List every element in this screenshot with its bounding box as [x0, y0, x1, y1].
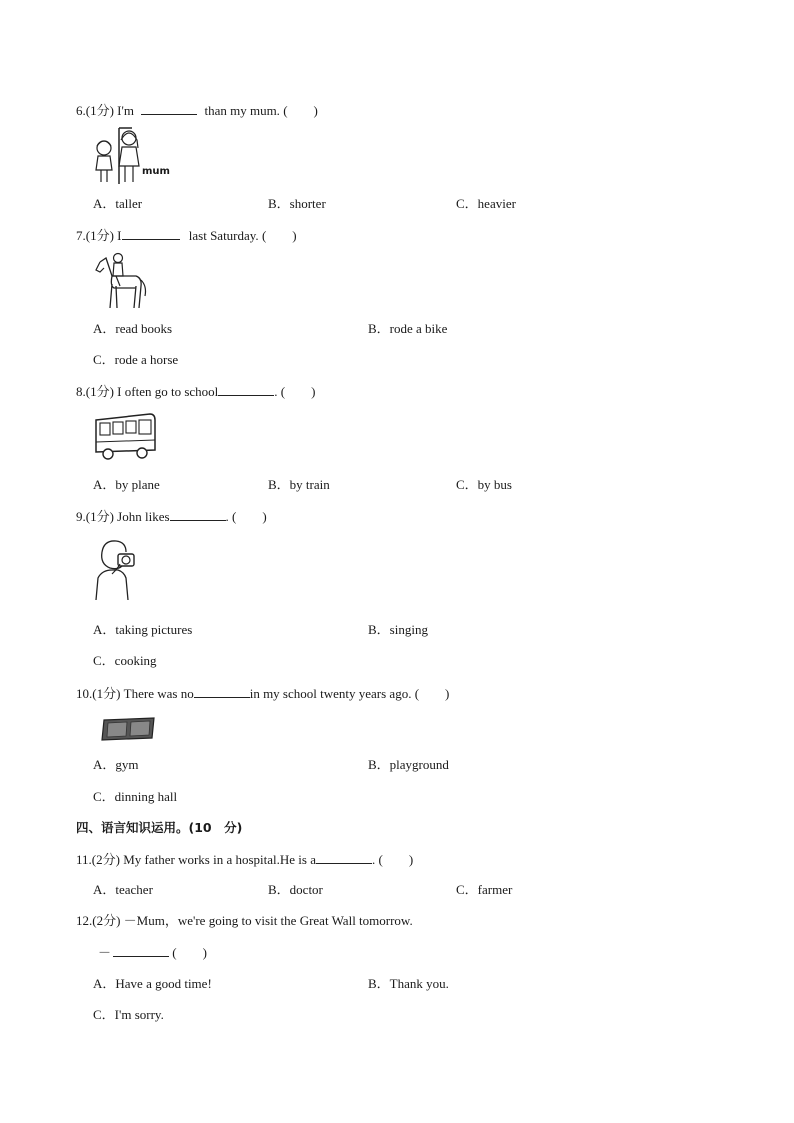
- option-b[interactable]: B．singing: [368, 622, 428, 637]
- answer-blank: [316, 851, 372, 864]
- answer-blank: [218, 383, 274, 396]
- girl-and-mum-height-icon: [92, 126, 182, 186]
- option-b[interactable]: B．by train: [268, 477, 330, 492]
- table-tennis-table-icon: [100, 716, 158, 742]
- option-a[interactable]: A．taking pictures: [93, 622, 193, 637]
- question-6: [76, 102, 318, 119]
- question-text: .: [274, 384, 278, 399]
- option-c[interactable]: C．by bus: [456, 477, 512, 492]
- answer-paren: ( ): [261, 228, 297, 243]
- option-b[interactable]: B．rode a bike: [368, 321, 448, 336]
- question-11: [76, 851, 413, 868]
- option-a[interactable]: A．read books: [93, 321, 173, 336]
- question-number: 7.: [76, 228, 86, 243]
- question-text: －Mum，we're going to visit the Great Wall tomorrow.: [123, 913, 413, 928]
- option-c[interactable]: C．cooking: [93, 653, 157, 668]
- option-a[interactable]: A．Have a good time!: [93, 976, 212, 991]
- question-number: 9.: [76, 509, 86, 524]
- question-12: [76, 913, 413, 929]
- option-a[interactable]: A．by plane: [93, 477, 160, 492]
- question-number: 12.: [76, 913, 93, 928]
- question-text: There was no: [123, 686, 194, 701]
- answer-paren: ( ): [414, 686, 450, 701]
- answer-paren: ( ): [232, 509, 267, 524]
- question-text: John likes: [117, 509, 170, 524]
- question-score: (2分): [91, 852, 120, 867]
- option-c[interactable]: C．farmer: [456, 882, 513, 897]
- bus-icon: [92, 410, 158, 462]
- question-text: My father works in a hospital.He is a: [123, 852, 316, 867]
- question-score: (2分): [92, 913, 121, 928]
- question-8: [76, 383, 315, 400]
- option-a[interactable]: A．taller: [93, 196, 143, 211]
- answer-paren: ( ): [283, 103, 318, 118]
- question-text: I'm: [117, 103, 134, 118]
- question-number: 6.: [76, 103, 86, 118]
- question-score: (1分): [85, 103, 114, 118]
- answer-paren: ( ): [280, 384, 316, 399]
- question-text: I often go to school: [117, 384, 219, 399]
- question-score: (1分): [85, 228, 114, 243]
- question-text: I: [117, 228, 122, 243]
- question-score: (1分): [85, 509, 114, 524]
- option-a[interactable]: A．gym: [93, 757, 139, 772]
- option-b[interactable]: B．doctor: [268, 882, 323, 897]
- question-number: 10.: [76, 686, 93, 701]
- answer-blank: [170, 508, 226, 521]
- question-text: than my mum.: [204, 103, 280, 118]
- answer-blank: [194, 685, 250, 698]
- option-c[interactable]: C．I'm sorry.: [93, 1007, 164, 1022]
- option-c[interactable]: C．rode a horse: [93, 352, 179, 367]
- option-b[interactable]: B．shorter: [268, 196, 326, 211]
- question-text: last Saturday.: [188, 228, 259, 243]
- answer-paren: ( ): [378, 852, 414, 867]
- option-a[interactable]: A．teacher: [93, 882, 153, 897]
- question-12-reply: [98, 944, 207, 961]
- option-c[interactable]: C．heavier: [456, 196, 516, 211]
- question-text: in my school twenty years ago.: [249, 686, 412, 701]
- question-score: (1分): [85, 384, 114, 399]
- reply-dash: －: [98, 945, 112, 960]
- question-10: [76, 685, 449, 702]
- boy-with-camera-icon: [92, 538, 142, 604]
- answer-paren: ( ): [172, 945, 207, 960]
- answer-blank: [141, 102, 197, 115]
- question-number: 8.: [76, 384, 86, 399]
- section-heading: 四、语言知识运用。(10 分): [76, 820, 243, 835]
- question-score: (1分): [92, 686, 121, 701]
- image-label: mum: [142, 166, 170, 177]
- question-9: [76, 508, 267, 525]
- question-7: [76, 227, 297, 244]
- option-b[interactable]: B．playground: [368, 757, 449, 772]
- question-text: .: [372, 852, 376, 867]
- answer-blank: [122, 227, 180, 240]
- answer-blank: [113, 944, 169, 957]
- question-number: 11.: [76, 852, 92, 867]
- question-text: .: [225, 509, 229, 524]
- horse-rider-icon: [92, 252, 148, 312]
- option-c[interactable]: C．dinning hall: [93, 789, 178, 804]
- option-b[interactable]: B．Thank you.: [368, 976, 449, 991]
